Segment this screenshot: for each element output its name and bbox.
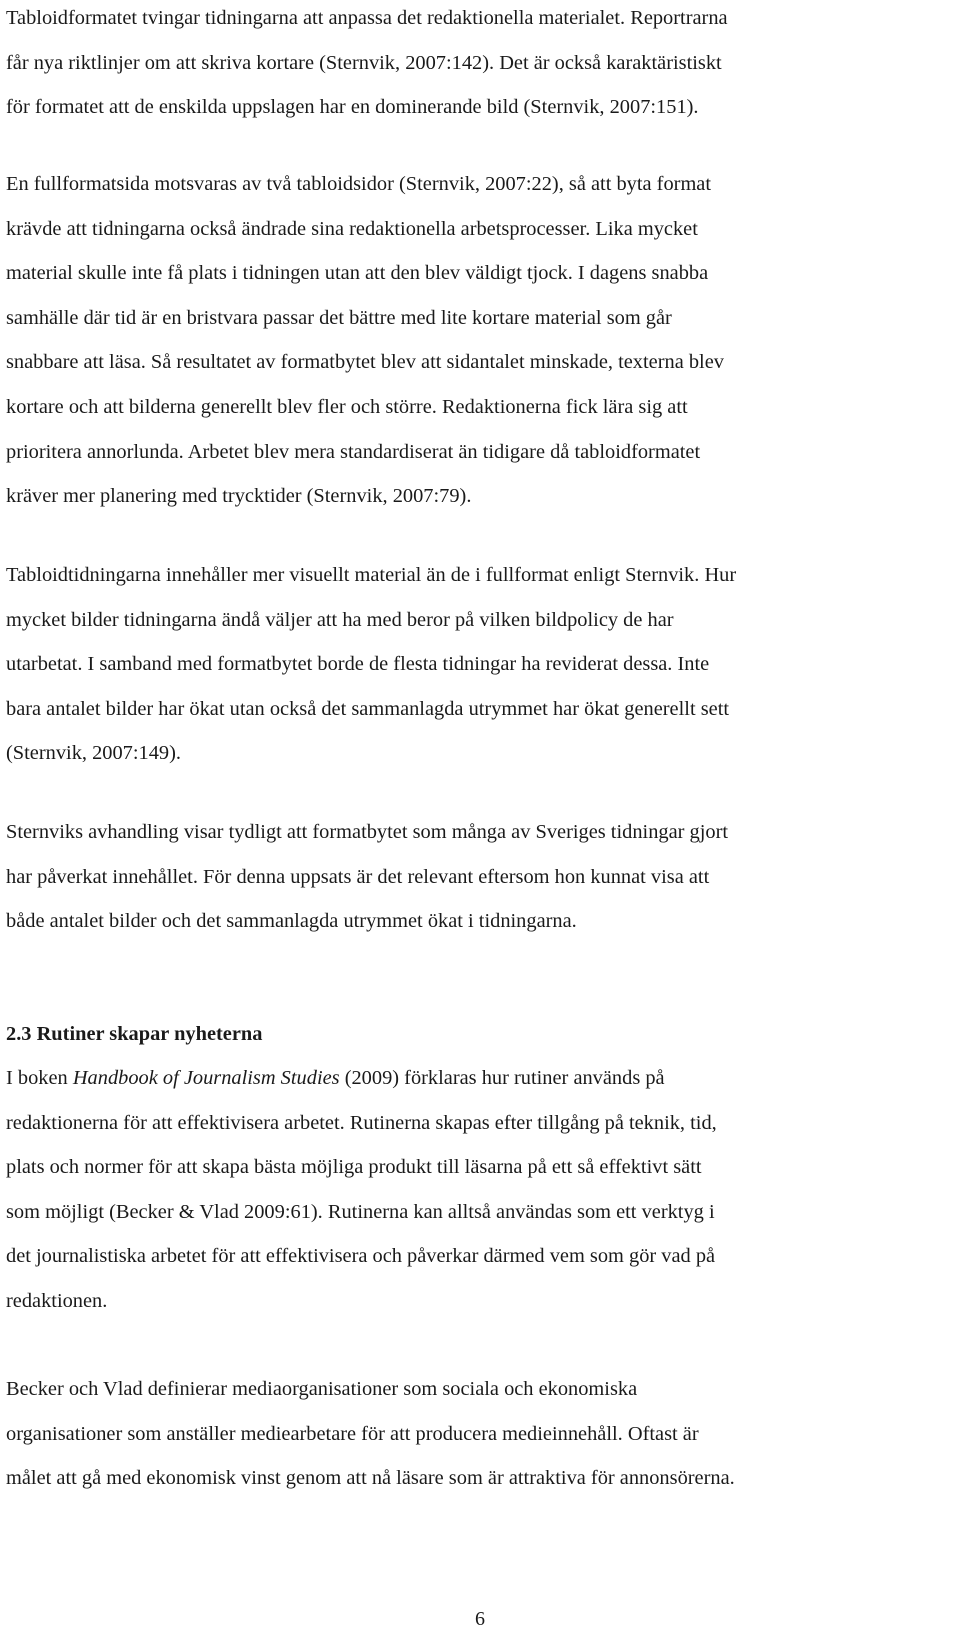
- text-line: krävde att tidningarna också ändrade sina redaktionella arbetsprocesser. Lika mycket: [6, 217, 698, 240]
- text-line: målet att gå med ekonomisk vinst genom att nå läsare som är attraktiva för annonsörerna.: [6, 1467, 735, 1490]
- text-line: för formatet att de enskilda uppslagen har en dominerande bild (Sternvik, 2007:151).: [6, 96, 699, 119]
- text-line: material skulle inte få plats i tidningen utan att den blev väldigt tjock. I dagens snabba: [6, 262, 709, 285]
- text-line: organisationer som anställer mediearbetare för att producera medieinnehåll. Oftast är: [6, 1422, 699, 1445]
- text-line: har påverkat innehållet. För denna uppsats är det relevant eftersom hon kunnat visa att: [6, 865, 710, 888]
- text-line: får nya riktlinjer om att skriva kortare (Sternvik, 2007:142). Det är också karaktäristiskt: [6, 51, 722, 74]
- paragraph-5: [6, 1056, 717, 1324]
- text-line: Becker och Vlad definierar mediaorganisationer som sociala och ekonomiska: [6, 1378, 638, 1400]
- text-line: redaktionerna för att effektivisera arbetet. Rutinerna skapas efter tillgång på teknik, tid,: [6, 1111, 717, 1134]
- text-line: mycket bilder tidningarna ändå väljer att ha med beror på vilken bildpolicy de har: [6, 608, 674, 631]
- paragraph-3: [6, 553, 736, 776]
- text-line: Tabloidformatet tvingar tidningarna att anpassa det redaktionella materialet. Reportrarna: [6, 7, 728, 29]
- text-fragment: I boken: [6, 1067, 73, 1089]
- text-line: bara antalet bilder har ökat utan också det sammanlagda utrymmet har ökat generellt sett: [6, 697, 730, 720]
- text-line: samhälle där tid är en bristvara passar det bättre med lite kortare material som går: [6, 306, 672, 329]
- text-line: Tabloidtidningarna innehåller mer visuellt material än de i fullformat enligt Sternvik. Hur: [6, 564, 737, 586]
- text-fragment: (2009) förklaras hur rutiner används på: [339, 1067, 665, 1089]
- text-line: En fullformatsida motsvaras av två tabloidsidor (Sternvik, 2007:22), så att byta format: [6, 173, 712, 195]
- text-line: som möjligt (Becker & Vlad 2009:61). Rutinerna kan alltså användas som ett verktyg i: [6, 1200, 715, 1223]
- text-line: redaktionen.: [6, 1289, 108, 1312]
- text-line: prioritera annorlunda. Arbetet blev mera standardiserat än tidigare då tabloidformatet: [6, 440, 701, 463]
- paragraph-1: [6, 0, 728, 130]
- text-line: [6, 1056, 717, 1101]
- text-line: plats och normer för att skapa bästa möjliga produkt till läsarna på ett så effektivt sätt: [6, 1156, 702, 1179]
- paragraph-2: [6, 162, 724, 519]
- paragraph-6: [6, 1367, 735, 1501]
- book-title: Handbook of Journalism Studies: [72, 1067, 340, 1089]
- text-line: kortare och att bilderna generellt blev fler och större. Redaktionerna fick lära sig att: [6, 395, 688, 418]
- page-number: 6: [475, 1608, 485, 1630]
- text-line: snabbare att läsa. Så resultatet av formatbytet blev att sidantalet minskade, texterna blev: [6, 351, 724, 374]
- text-line: det journalistiska arbetet för att effektivisera och påverkar därmed vem som gör vad på: [6, 1245, 716, 1268]
- text-line: Sternviks avhandling visar tydligt att formatbytet som många av Sveriges tidningar gjort: [6, 821, 729, 843]
- paragraph-4: [6, 810, 728, 944]
- text-line: kräver mer planering med trycktider (Sternvik, 2007:79).: [6, 485, 472, 508]
- text-line: både antalet bilder och det sammanlagda utrymmet ökat i tidningarna.: [6, 910, 577, 933]
- text-line: (Sternvik, 2007:149).: [6, 742, 182, 765]
- text-line: utarbetat. I samband med formatbytet borde de flesta tidningar ha reviderat dessa. Inte: [6, 653, 710, 676]
- section-heading: 2.3 Rutiner skapar nyheterna: [6, 1023, 263, 1045]
